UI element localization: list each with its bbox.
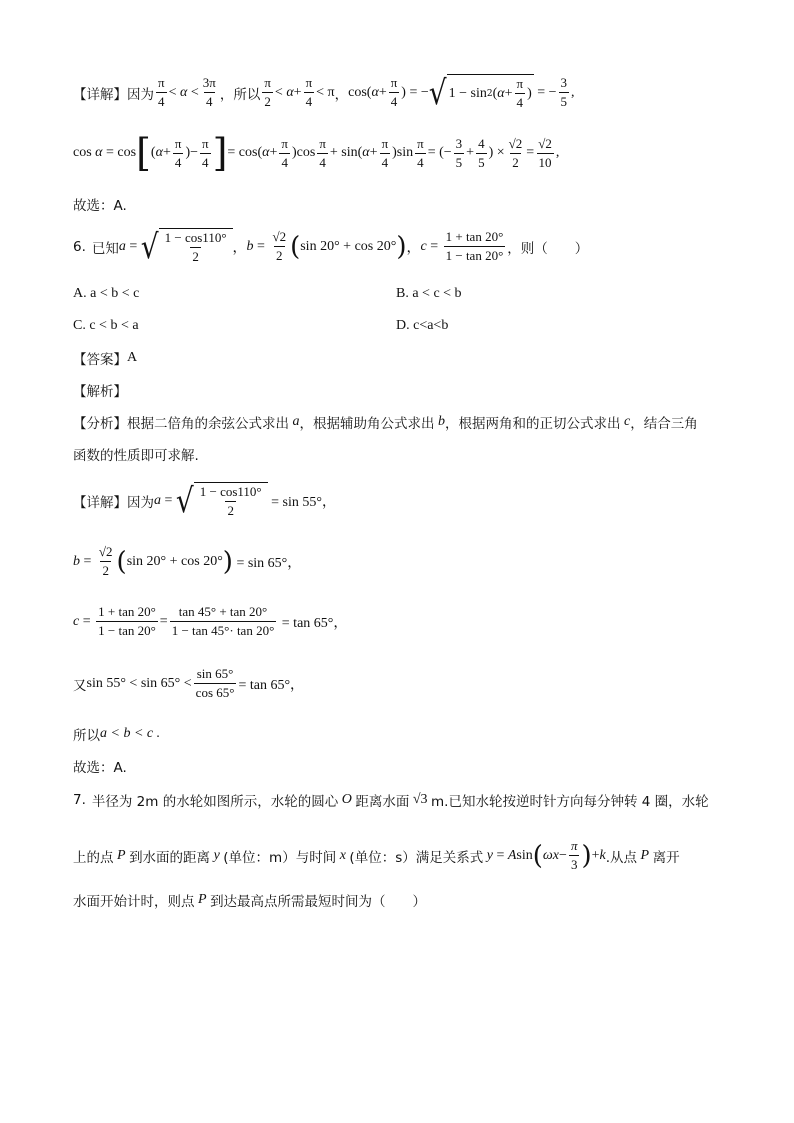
q6-option-c[interactable]: C. c < b < a	[73, 318, 139, 333]
fraction: $\frac{\pi}{4}$	[305, 75, 313, 109]
q6-detail-compare: 又 sin 55° < sin 65° < $\frac{\sin 65^\circ}{\cos 65^\circ}$ = tan 65°，	[73, 666, 305, 700]
q6-analysis-line2: 函数的性质即可求解.	[73, 448, 199, 464]
conclusion-expr: a < b < c .	[100, 726, 161, 741]
q6-detail-b: b = $\frac{√2}{2}$ ( sin 20° + cos 20° ) = sin 65°，	[73, 544, 302, 578]
fraction: $\frac{\pi}{4}$	[390, 75, 398, 109]
q7-text: 距离水面	[355, 794, 410, 810]
q6-then: ，则（ ）	[507, 240, 589, 257]
q6-stem: 6. 已知 a = √ $\frac{1 - \cos 110^\circ}{2}$ ， b = $\frac{√2}{2}$ ( sin 20° + cos 20° ) ， c = $\frac{1 + \tan 20^\circ}{1 - \tan 20^\circ}$ ，则（ ）	[73, 226, 589, 266]
q6-number: 6.	[73, 238, 86, 255]
fraction: $\frac{\pi}{2}$	[264, 75, 271, 109]
answer-label: 【答案】	[73, 352, 127, 368]
because-text: 因为	[127, 86, 154, 103]
q7-text: 半径为 2m 的水轮如图所示，水轮的圆心	[91, 794, 339, 810]
analysis-text: ，根据两角和的正切公式求出	[445, 416, 621, 432]
q6-answer-line	[73, 348, 137, 368]
q7-text: 上的点	[73, 849, 114, 866]
q7-line2: 上的点 P 到水面的距离 y (单位：m）与时间 x (单位：s）满足关系式 y = A sin ( ωx − $\frac{\pi}{3}$ ) + k .从点 P 离开	[73, 838, 680, 872]
q7-line3: 水面开始计时，则点 P 到达最高点所需最短时间为（ ）	[73, 892, 427, 910]
q7-line1: 7. 半径为 2m 的水轮如图所示，水轮的圆心 O 距离水面 √3 m.已知水轮按逆时针方向每分钟转 4 圈，水轮	[73, 792, 709, 810]
analysis-text: 根据二倍角的余弦公式求出	[127, 416, 289, 432]
detail-label: 【详解】	[73, 86, 127, 103]
prev-detail-line1: 【详解】 因为 $\frac{\pi}{4}$ < α < $\frac{3\pi}{4}$ ，所以 $\frac{\pi}{2}$ < α + $\frac{\pi}{4}$ < π ， cos( α + $\frac{\pi}{4}$ ) = − √ 1 − sin 2 ( α + $\frac{\pi}{4}$ ) = − $\frac{3}{5}$ ,	[73, 72, 575, 112]
so-text: ，所以	[219, 86, 261, 103]
prev-detail-line2: cos α = cos [ ( α + $\frac{\pi}{4}$ )− $\frac{\pi}{4}$ ] = cos( α + $\frac{\pi}{4}$ )cos $\frac{\pi}{4}$ + sin( α + $\frac{\pi}{4}$ )sin $\frac{\pi}{4}$ = (− $\frac{3}{5}$ + $\frac{4}{5}$ ) × $\frac{√2}{2}$ = $\frac{√2}{10}$ ,	[73, 131, 560, 175]
q7-text: 到水面的距离	[129, 849, 211, 866]
analysis-text: ，结合三角	[630, 416, 698, 432]
q6-option-a[interactable]: A. a < b < c	[73, 286, 140, 301]
q6-analysis-line1: 【分析】 根据二倍角的余弦公式求出 a ，根据辅助角公式求出 b ，根据两角和的正切公式求出 c ，结合三角	[73, 414, 698, 432]
q6-known: 已知	[91, 240, 119, 257]
detail-label: 【详解】	[73, 494, 127, 511]
answer-value: A	[127, 350, 138, 365]
q6-detail-c: c = $\frac{1 + \tan 20^\circ}{1 - \tan 20^\circ}$ = $\frac{\tan 45^\circ + \tan 20^\circ}{1 - \tan 45^\circ\cdot \tan 20^\circ}$ = tan 65°，	[73, 604, 348, 638]
analysis-text: ，根据辅助角公式求出	[299, 416, 435, 432]
fraction: $\frac{3}{5}$	[560, 75, 568, 109]
q7-text: (单位：m）与时间	[223, 849, 337, 866]
q7-text: 到达最高点所需最短时间为（ ）	[210, 894, 427, 910]
q7-text: (单位：s）满足关系式	[349, 849, 484, 866]
prev-choose: 故选：A.	[73, 198, 127, 214]
q6-option-b[interactable]: B. a < c < b	[396, 286, 462, 301]
fraction: $\frac{3\pi}{4}$	[202, 75, 216, 109]
analysis-tag: 【分析】	[73, 416, 127, 432]
q6-detail-a: 【详解】 因为 a = √ $\frac{1 - \cos 110^\circ}{2}$ = sin 55°，	[73, 480, 336, 520]
because-text: 因为	[127, 494, 154, 511]
analysis-label: 【解析】	[73, 384, 127, 400]
q7-text: 水面开始计时，则点	[73, 894, 195, 910]
comma: ，	[334, 86, 349, 103]
fraction: $\frac{\pi}{4}$	[158, 75, 165, 109]
q7-number: 7.	[73, 792, 86, 808]
q7-text: 离开	[652, 849, 680, 866]
q6-choose: 故选：A.	[73, 760, 127, 776]
q7-text: m.已知水轮按逆时针方向每分钟转 4 圈，水轮	[431, 794, 709, 810]
q7-text: .从点	[605, 849, 638, 866]
q6-conclusion	[73, 724, 160, 744]
so-text: 所以	[73, 728, 100, 744]
sqrt-expression: √ 1 − sin 2 ( α + $\frac{\pi}{4}$ )	[428, 72, 532, 112]
q6-option-d[interactable]: D. c<a<b	[396, 318, 449, 333]
also-text: 又	[73, 677, 87, 694]
